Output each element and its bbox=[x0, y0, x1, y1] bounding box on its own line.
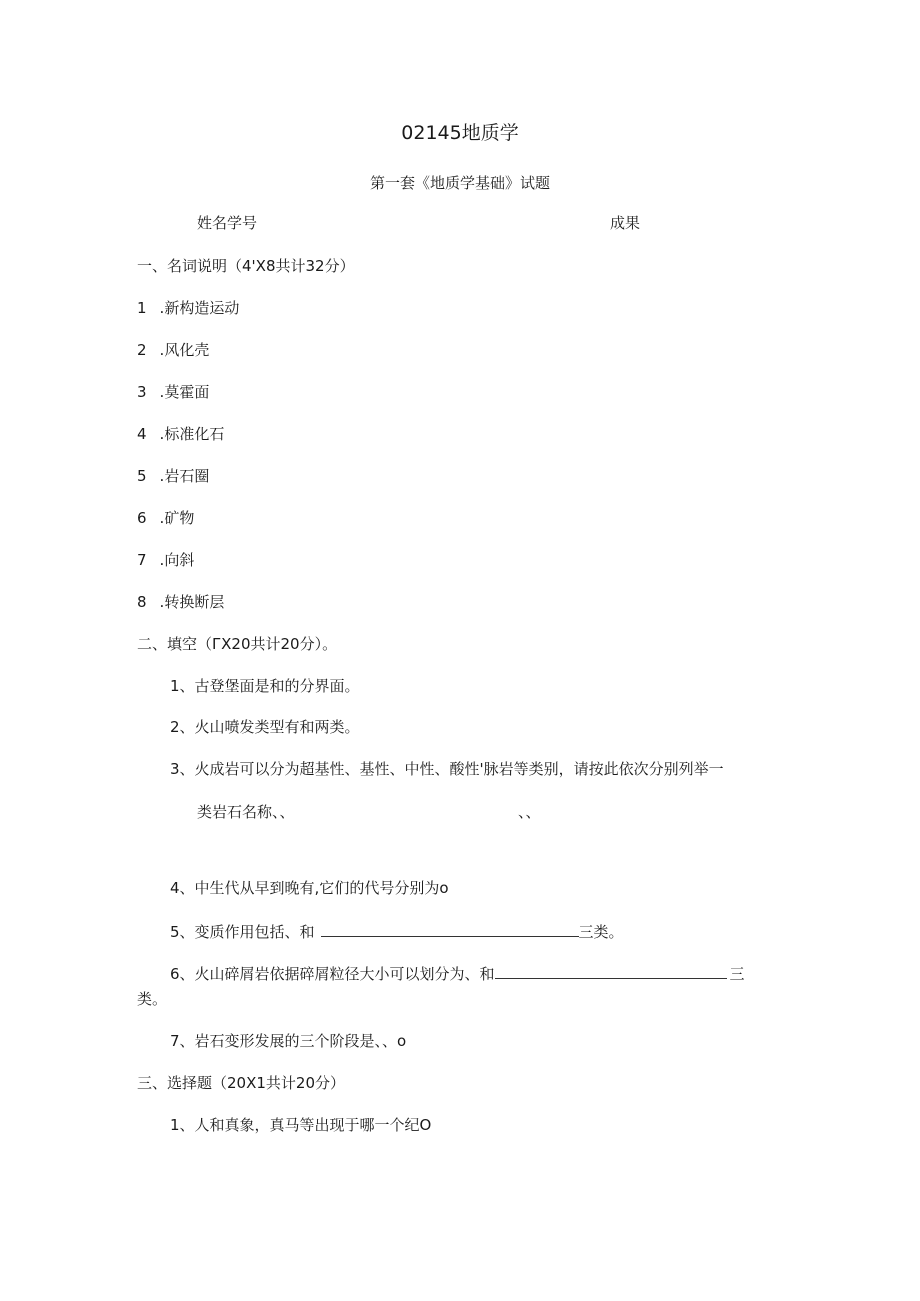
fill-question-4: 4、中生代从早到晚有,它们的代号分别为o bbox=[170, 879, 449, 897]
fill-question-6 bbox=[170, 962, 745, 984]
fill-question-3-continued: 、、 bbox=[518, 803, 541, 821]
list-item bbox=[137, 592, 224, 612]
item-text: .转换断层 bbox=[159, 593, 225, 611]
choice-question-1: 1、人和真象，真马等出现于哪一个纪O bbox=[170, 1116, 432, 1134]
section3-heading: 三、选择题（20X1共计20分） bbox=[137, 1074, 345, 1092]
list-item bbox=[137, 466, 209, 486]
fill-question-5 bbox=[170, 920, 624, 942]
fill-question-3: 3、火成岩可以分为超基性、基性、中性、酸性'脉岩等类别，请按此依次分别列举一 bbox=[170, 760, 724, 778]
list-item bbox=[137, 424, 224, 444]
section2-heading: 二、填空（ГX20共计20分）。 bbox=[137, 635, 338, 653]
name-id-label: 姓名学号 bbox=[197, 214, 258, 232]
item-number: 5 bbox=[137, 467, 147, 485]
list-item bbox=[137, 382, 209, 402]
item-number: 7 bbox=[137, 551, 147, 569]
score-label: 成果 bbox=[610, 214, 641, 232]
page-subtitle: 第一套《地质学基础》试题 bbox=[369, 174, 550, 192]
item-number: 1 bbox=[137, 299, 147, 317]
item-text: .岩石圈 bbox=[159, 467, 210, 485]
item-number: 2 bbox=[137, 341, 147, 359]
list-item bbox=[137, 508, 194, 528]
answer-blank[interactable] bbox=[495, 962, 727, 979]
item-number: 6 bbox=[137, 509, 147, 527]
item-text: .风化壳 bbox=[159, 341, 210, 359]
fill-question-2: 2、火山喷发类型有和两类。 bbox=[170, 718, 360, 736]
page-title: 02145地质学 bbox=[401, 122, 519, 144]
item-number: 3 bbox=[137, 383, 147, 401]
item-text: .新构造运动 bbox=[159, 299, 240, 317]
fill-question-3-continued: 类岩石名称、、 bbox=[197, 803, 295, 821]
answer-blank[interactable] bbox=[321, 920, 579, 937]
fill-question-6-continued: 类。 bbox=[137, 990, 168, 1008]
item-text: .矿物 bbox=[159, 509, 195, 527]
list-item bbox=[137, 550, 194, 570]
section1-heading: 一、名词说明（4'X8共计32分） bbox=[137, 257, 355, 275]
question-text: 5、变质作用包括、和 bbox=[170, 923, 315, 941]
question-text: 三 bbox=[729, 965, 745, 983]
item-number: 8 bbox=[137, 593, 147, 611]
item-number: 4 bbox=[137, 425, 147, 443]
question-text: 三类。 bbox=[578, 923, 624, 941]
fill-question-1: 1、古登堡面是和的分界面。 bbox=[170, 677, 360, 695]
list-item bbox=[137, 340, 209, 360]
list-item bbox=[137, 298, 239, 318]
item-text: .莫霍面 bbox=[159, 383, 210, 401]
item-text: .标准化石 bbox=[159, 425, 225, 443]
item-text: .向斜 bbox=[159, 551, 195, 569]
fill-question-7: 7、岩石变形发展的三个阶段是、、o bbox=[170, 1032, 407, 1050]
question-text: 6、火山碎屑岩依据碎屑粒径大小可以划分为、和 bbox=[170, 965, 495, 983]
